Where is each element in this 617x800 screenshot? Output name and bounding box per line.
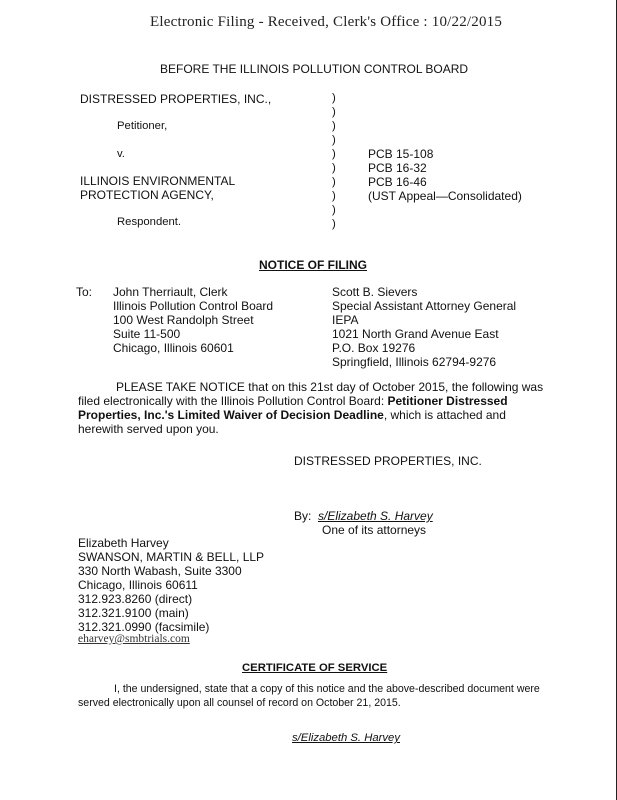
petitioner-name: DISTRESSED PROPERTIES, INC., bbox=[80, 92, 272, 106]
versus: v. bbox=[117, 148, 125, 160]
certificate-title: CERTIFICATE OF SERVICE bbox=[242, 662, 388, 674]
signature-role: One of its attorneys bbox=[322, 523, 427, 537]
document-title: Petitioner Distressed Properties, Inc.'s Limited Waiver of Decision Deadline bbox=[78, 394, 508, 422]
attorney-block: Elizabeth Harvey SWANSON, MARTIN & BELL, LLP 330 North Wabash, Suite 3300 Chicago, Illinois 60611 312.923.8260 (direct) 312.321.9100 (main) 312.321.0990 (facsimile) bbox=[78, 536, 265, 634]
respondent-line1: ILLINOIS ENVIRONMENTAL bbox=[80, 174, 236, 188]
recipient-attorney-general: Scott B. Sievers Special Assistant Attorney General IEPA 1021 North Grand Avenue East P.O. Box 19276 Springfield, Illinois 62794-9276 bbox=[332, 285, 517, 369]
filing-header: Electronic Filing - Received, Clerk's Office : 10/22/2015 bbox=[150, 14, 503, 30]
caption-parens: ) ) ) ) ) ) ) ) ) ) bbox=[332, 92, 336, 230]
recipient-clerk: John Therriault, Clerk Illinois Pollution Control Board 100 West Randolph Street Suite 11-500 Chicago, Illinois 60601 bbox=[113, 285, 274, 355]
certificate-text: I, the undersigned, state that a copy of this notice and the above-described document were served electronically upon all counsel of record on October 21, 2015. bbox=[78, 683, 540, 709]
by-label: By: bbox=[294, 509, 312, 523]
respondent-line2: PROTECTION AGENCY, bbox=[80, 188, 214, 202]
board-title: BEFORE THE ILLINOIS POLLUTION CONTROL BOARD bbox=[160, 62, 469, 76]
case-numbers: PCB 15-108 PCB 16-32 PCB 16-46 (UST Appeal—Consolidated) bbox=[368, 147, 522, 203]
certificate-signature: s/Elizabeth S. Harvey bbox=[292, 732, 400, 744]
to-label: To: bbox=[76, 285, 93, 299]
attorney-signature: s/Elizabeth S. Harvey bbox=[318, 509, 433, 523]
notice-body: PLEASE TAKE NOTICE that on this 21st day of October 2015, the following was filed electronically with the Illinois Pollution Control Board: Petitioner Distressed Properties, Inc.'s Limited Waiver of Decision Deadline, which is attached and herewith served upon you. bbox=[78, 380, 544, 436]
party-signature: DISTRESSED PROPERTIES, INC. bbox=[294, 454, 482, 468]
petitioner-role: Petitioner, bbox=[117, 120, 168, 132]
attorney-email[interactable]: eharvey@smbtrials.com bbox=[78, 633, 190, 645]
respondent-role: Respondent. bbox=[117, 216, 182, 228]
notice-title: NOTICE OF FILING bbox=[259, 258, 367, 272]
